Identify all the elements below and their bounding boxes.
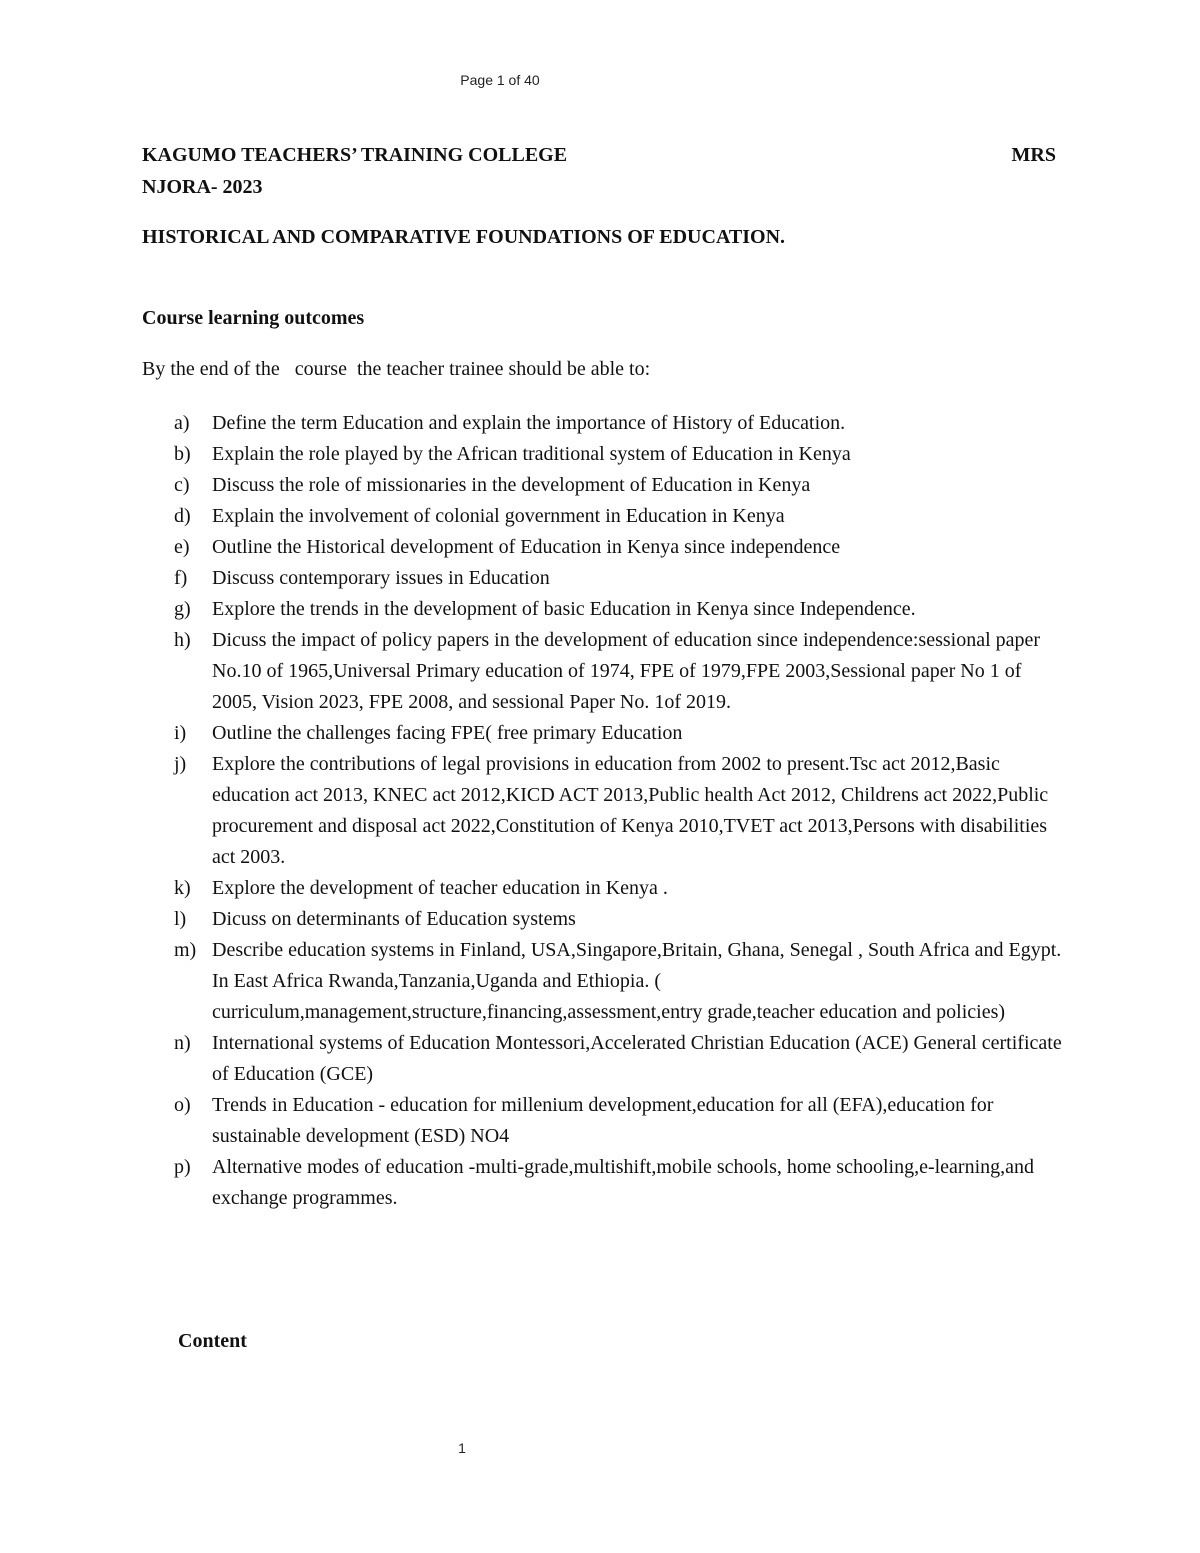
outcome-marker: m) — [174, 939, 197, 961]
outcomes-heading: Course learning outcomes — [142, 307, 365, 329]
outcome-marker: p) — [174, 1156, 191, 1178]
outcome-marker: h) — [174, 629, 191, 651]
outcome-text: Discuss the role of missionaries in the development of Education in Kenya — [212, 474, 811, 496]
outcome-text: Explain the involvement of colonial government in Education in Kenya — [212, 505, 785, 527]
outcome-text: Describe education systems in Finland, USA,Singapore,Britain, Ghana, Senegal , South Africa and Egypt. In East Africa Rwanda,Tanzania,Uganda and Ethiopia. ( curriculum,management,structure,financing,assessment,entry grade,teacher education and policies) — [212, 939, 1062, 1023]
outcome-item — [142, 749, 1062, 873]
outcome-marker: f) — [174, 567, 188, 589]
outcome-text: Explore the contributions of legal provisions in education from 2002 to present.Tsc act 2012,Basic education act 2013, KNEC act 2012,KICD ACT 2013,Public health Act 2012, Childrens act 2022,Public procurement and disposal act 2022,Constitution of Kenya 2010,TVET act 2013,Persons with disabilities act 2003. — [212, 753, 1049, 868]
outcome-marker: j) — [174, 753, 187, 775]
outcome-item — [142, 532, 1062, 563]
outcome-marker: k) — [174, 877, 191, 899]
intro-sentence: By the end of the course the teacher trainee should be able to: — [142, 358, 651, 380]
outcome-text: Trends in Education - education for millenium development,education for all (EFA),education for sustainable development (ESD) NO4 — [212, 1094, 994, 1147]
outcome-text: Define the term Education and explain the importance of History of Education. — [212, 412, 846, 434]
outcome-item — [142, 625, 1062, 718]
outcome-item — [142, 904, 1062, 935]
outcome-marker: c) — [174, 474, 190, 496]
title-mrs: MRS — [1011, 144, 1056, 166]
header-college-line — [142, 144, 1056, 167]
outcome-text: Explore the development of teacher education in Kenya . — [212, 877, 668, 899]
outcome-marker: e) — [174, 536, 190, 558]
content-heading: Content — [178, 1330, 247, 1352]
college-name: KAGUMO TEACHERS’ TRAINING COLLEGE — [142, 144, 568, 166]
outcome-item — [142, 408, 1062, 439]
outcome-marker: n) — [174, 1032, 191, 1054]
outcome-text: Outline the challenges facing FPE( free primary Education — [212, 722, 683, 744]
outcome-item — [142, 501, 1062, 532]
outcome-text: Explore the trends in the development of basic Education in Kenya since Independence. — [212, 598, 916, 620]
outcome-text: Outline the Historical development of Education in Kenya since independence — [212, 536, 841, 558]
outcome-item — [142, 470, 1062, 501]
outcome-marker: a) — [174, 412, 190, 434]
page-number-footer: 1 — [458, 1440, 466, 1456]
outcome-item — [142, 1152, 1062, 1214]
author-year: NJORA- 2023 — [142, 176, 263, 198]
outcomes-list — [142, 408, 1062, 1214]
page-number-header: Page 1 of 40 — [460, 72, 540, 88]
outcome-text: Alternative modes of education -multi-grade,multishift,mobile schools, home schooling,e-learning,and exchange programmes. — [212, 1156, 1035, 1209]
outcome-item — [142, 439, 1062, 470]
document-title: HISTORICAL AND COMPARATIVE FOUNDATIONS OF EDUCATION. — [142, 226, 786, 248]
outcome-marker: i) — [174, 722, 187, 744]
outcome-text: Dicuss on determinants of Education systems — [212, 908, 576, 930]
outcome-marker: l) — [174, 908, 187, 930]
outcome-text: International systems of Education Montessori,Accelerated Christian Education (ACE) General certificate of Education (GCE) — [212, 1032, 1062, 1085]
outcome-item — [142, 873, 1062, 904]
outcome-item — [142, 1090, 1062, 1152]
outcome-marker: b) — [174, 443, 191, 465]
outcome-item — [142, 935, 1062, 1028]
outcome-text: Dicuss the impact of policy papers in the development of education since independence:sessional paper No.10 of 1965,Universal Primary education of 1974, FPE of 1979,FPE 2003,Sessional paper No 1 of 2005, Vision 2023, FPE 2008, and sessional Paper No. 1of 2019. — [212, 629, 1041, 713]
outcome-text: Explain the role played by the African traditional system of Education in Kenya — [212, 443, 851, 465]
outcome-item — [142, 1028, 1062, 1090]
outcome-marker: d) — [174, 505, 191, 527]
outcome-marker: g) — [174, 598, 191, 620]
outcome-marker: o) — [174, 1094, 191, 1116]
outcome-item — [142, 563, 1062, 594]
outcome-text: Discuss contemporary issues in Education — [212, 567, 550, 589]
outcome-item — [142, 718, 1062, 749]
outcome-item — [142, 594, 1062, 625]
